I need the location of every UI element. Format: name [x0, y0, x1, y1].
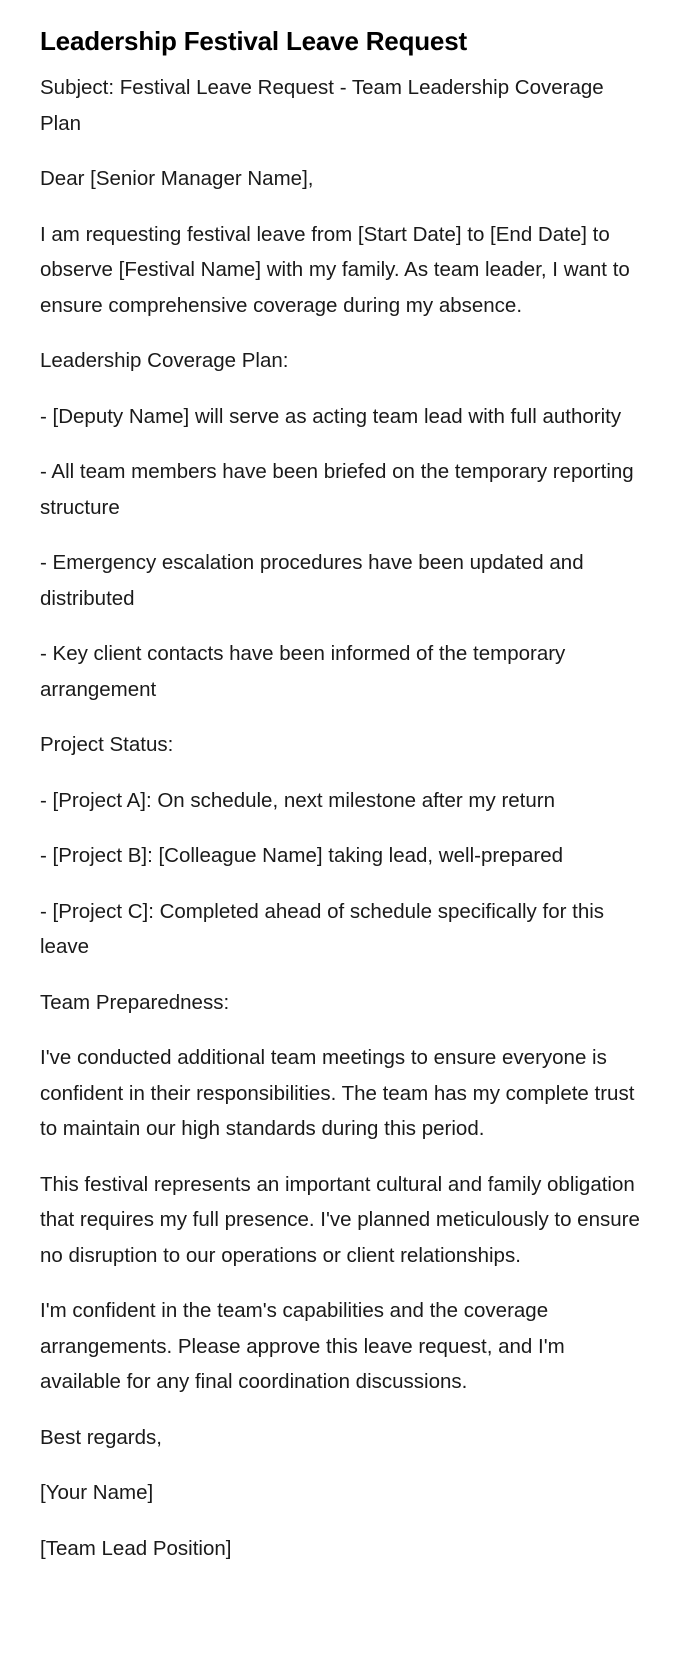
intro-paragraph: I am requesting festival leave from [Start Date] to [End Date] to observe [Festival Name] with my family. As team leader, I want to ensure comprehensive coverage during my absence. [40, 222, 630, 317]
team-preparedness-heading: Team Preparedness: [40, 990, 230, 1014]
festival-obligation-paragraph: This festival represents an important cultural and family obligation that requires my full presence. I've planned meticulously to ensure no disruption to our operations or client relationships. [40, 1172, 640, 1267]
subject-line: Subject: Festival Leave Request - Team Leadership Coverage Plan [40, 76, 604, 135]
signature-name: [Your Name] [40, 1481, 154, 1504]
project-item-c: - [Project C]: Completed ahead of schedule specifically for this leave [40, 899, 605, 958]
coverage-item-client-contacts: - Key client contacts have been informed of the temporary arrangement [40, 642, 566, 701]
team-preparedness-paragraph: I've conducted additional team meetings to ensure everyone is confident in their responsibilities. The team has my complete trust to maintain our high standards during this period. [40, 1046, 635, 1140]
project-status-heading: Project Status: [40, 733, 174, 756]
project-item-a: - [Project A]: On schedule, next milestone after my return [40, 788, 556, 812]
closing-request-paragraph: I'm confident in the team's capabilities and the coverage arrangements. Please approve this leave request, and I'm available for any final coordination discussions. [40, 1299, 565, 1393]
sign-off: Best regards, [40, 1425, 162, 1449]
coverage-plan-heading: Leadership Coverage Plan: [40, 349, 289, 372]
salutation: Dear [Senior Manager Name], [40, 167, 314, 190]
signature-position: [Team Lead Position] [40, 1536, 232, 1560]
coverage-item-team-briefed: - All team members have been briefed on the temporary reporting structure [40, 460, 634, 519]
coverage-item-escalation: - Emergency escalation procedures have been updated and distributed [40, 551, 584, 610]
project-item-b: - [Project B]: [Colleague Name] taking lead, well-prepared [40, 844, 564, 867]
document-title: Leadership Festival Leave Request [40, 26, 467, 56]
coverage-item-deputy: - [Deputy Name] will serve as acting team lead with full authority [40, 404, 622, 428]
